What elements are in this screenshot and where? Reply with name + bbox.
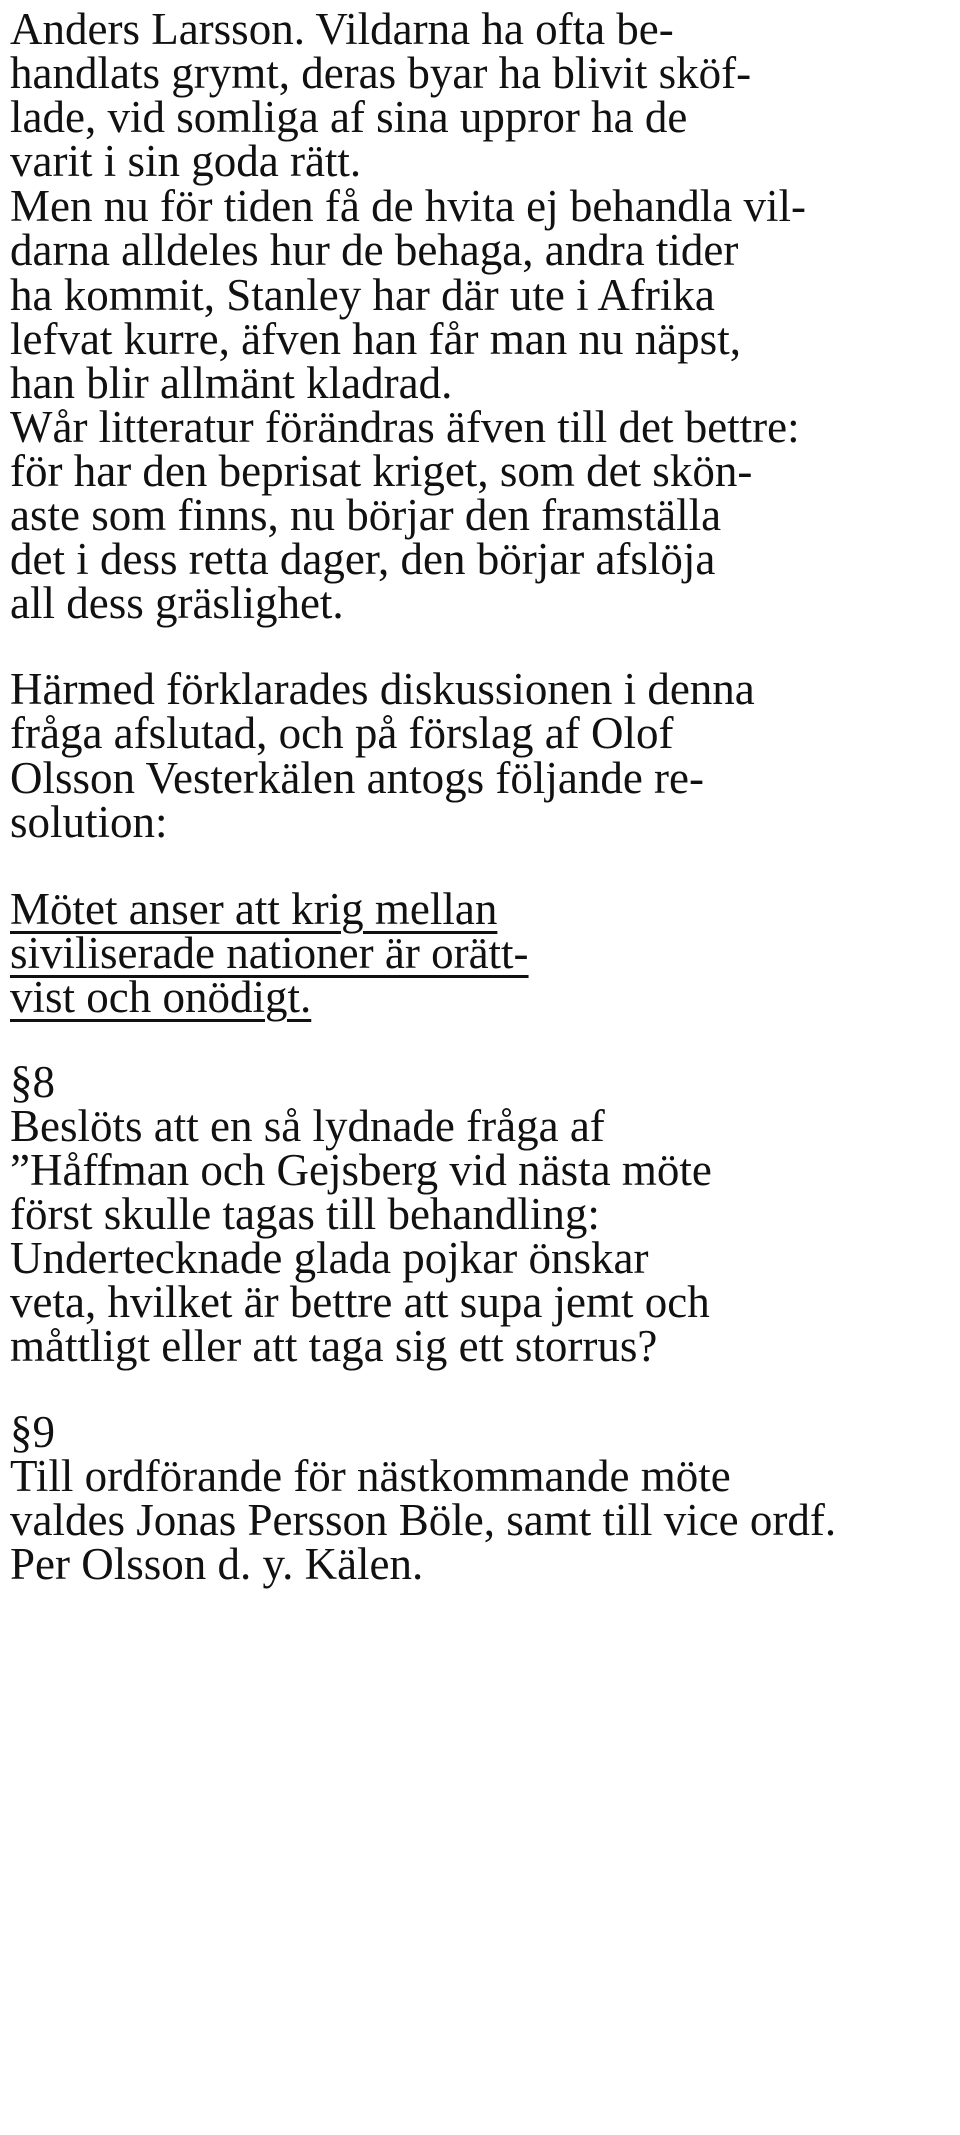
text-line: lefvat kurre, äfven han får man nu näpst, [10,314,741,364]
text-line: Per Olsson d. y. Kälen. [10,1539,424,1589]
text-line: handlats grymt, deras byar ha blivit sköf- [10,48,752,98]
text-line: Wår litteratur förändras äfven till det bettre: [10,402,800,452]
resolution-line: vist och onödigt. [10,972,312,1022]
text-line: Beslöts att en så lydnade fråga af [10,1101,605,1151]
text-line: varit i sin goda rätt. [10,136,362,186]
text-line: ”Håffman och Gejsberg vid nästa möte [10,1145,712,1195]
text-line: valdes Jonas Persson Böle, samt till vice ordf. [10,1495,837,1545]
resolution-line: Mötet anser att krig mellan [10,884,498,934]
text-line: Anders Larsson. Vildarna ha ofta be- [10,4,674,54]
text-line: all dess gräslighet. [10,578,344,628]
text-line: han blir allmänt kladrad. [10,358,453,408]
text-line: fråga afslutad, och på förslag af Olof [10,708,674,758]
text-line: Härmed förklarades diskussionen i denna [10,664,755,714]
text-line: darna alldeles hur de behaga, andra tider [10,225,739,275]
text-line: Till ordförande för nästkommande möte [10,1451,731,1501]
text-line: Undertecknade glada pojkar önskar [10,1233,649,1283]
text-line: för har den beprisat kriget, som det skön- [10,446,753,496]
text-line: veta, hvilket är bettre att supa jemt och [10,1277,710,1327]
resolution-line: siviliserade nationer är orätt- [10,928,529,978]
text-line: Olsson Vesterkälen antogs följande re- [10,753,704,803]
text-line: aste som finns, nu börjar den framställa [10,490,722,540]
text-line: solution: [10,797,168,847]
section-heading: §8 [10,1057,55,1107]
text-line: måttligt eller att taga sig ett storrus? [10,1321,658,1371]
text-line: lade, vid somliga af sina uppror ha de [10,92,688,142]
text-line: ha kommit, Stanley har där ute i Afrika [10,270,715,320]
text-line: Men nu för tiden få de hvita ej behandla vil- [10,181,806,231]
text-line: det i dess retta dager, den börjar afslöja [10,534,716,584]
section-heading: §9 [10,1407,55,1457]
text-line: först skulle tagas till behandling: [10,1189,600,1239]
